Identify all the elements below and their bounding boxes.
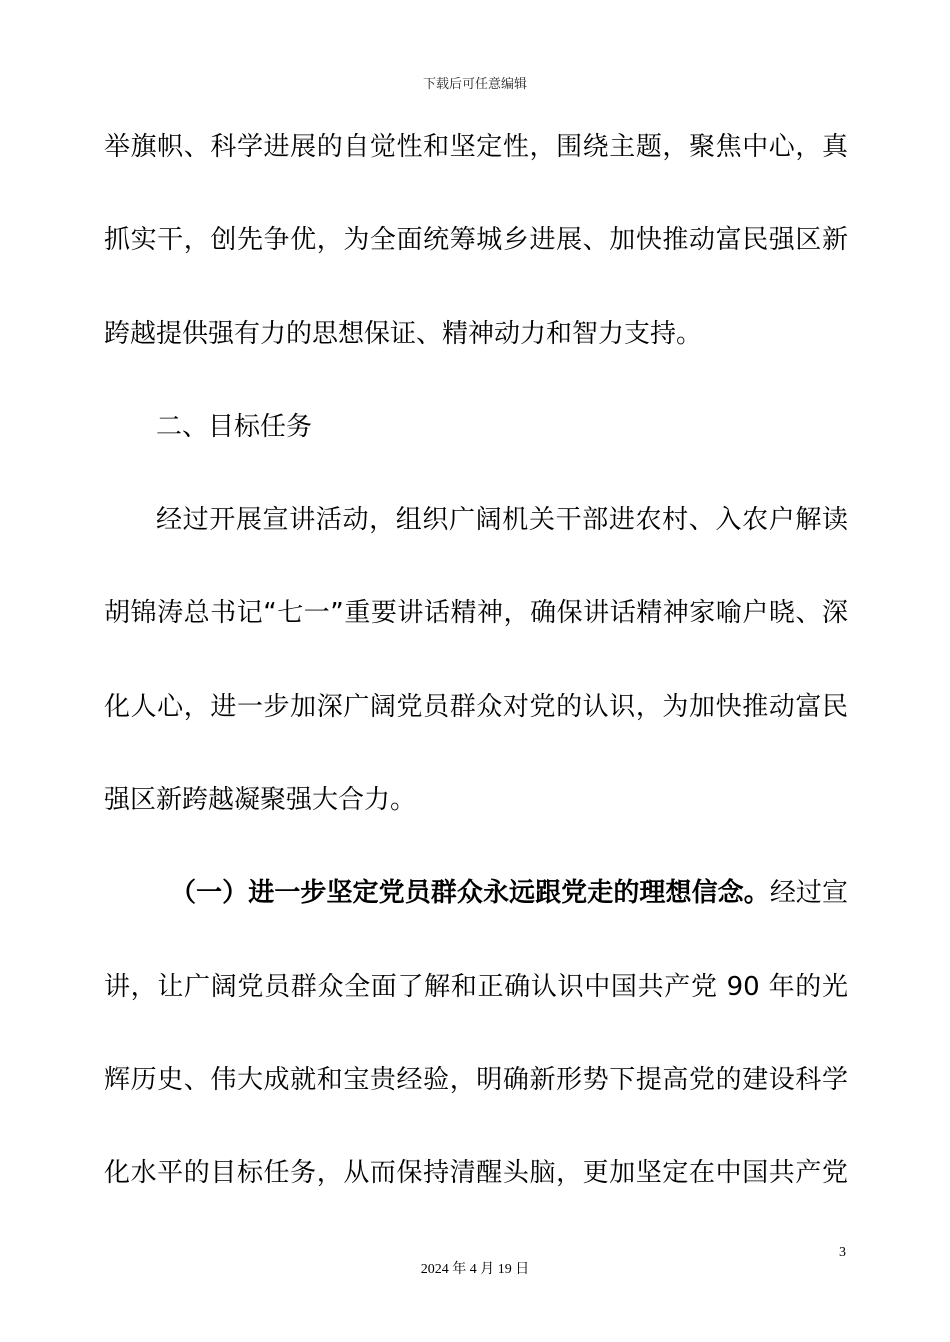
body-line: 讲，让广阔党员群众全面了解和正确认识中国共产党 90 年的光 [104,971,848,1002]
body-text-run: 经过宣 [769,878,848,909]
body-line: 胡锦涛总书记“七一”重要讲话精神，确保讲话精神家喻户晓、深 [104,598,848,629]
body-line: 举旗帜、科学进展的自觉性和坚定性，围绕主题，聚焦中心，真 [104,132,848,162]
body-line: 抓实干，创先争优，为全面统筹城乡进展、加快推动富民强区新 [104,225,848,256]
subsection-heading: （一）进一步坚定党员群众永远跟党走的理想信念。 [170,878,770,909]
footer-date: 2024 年 4 月 19 日 [420,1262,530,1277]
subsection-line [104,865,848,958]
page-number: 3 [839,1245,846,1260]
section-heading: 二、目标任务 [156,411,313,442]
body-line: 经过开展宣讲活动，组织广阔机关干部进农村、入农户解读 [156,505,848,536]
body-line: 辉历史、伟大成就和宝贵经验，明确新形势下提高党的建设科学 [104,1064,848,1095]
body-line: 化水平的目标任务，从而保持清醒头脑，更加坚定在中国共产党 [104,1158,848,1189]
body-line: 化人心，进一步加深广阔党员群众对党的认识，为加快推动富民 [104,691,848,722]
body-line: 强区新跨越凝聚强大合力。 [104,785,417,816]
document-body [104,119,848,1239]
body-line: 跨越提供强有力的思想保证、精神动力和智力支持。 [104,318,703,349]
page-header: 下载后可任意编辑 [422,77,527,92]
